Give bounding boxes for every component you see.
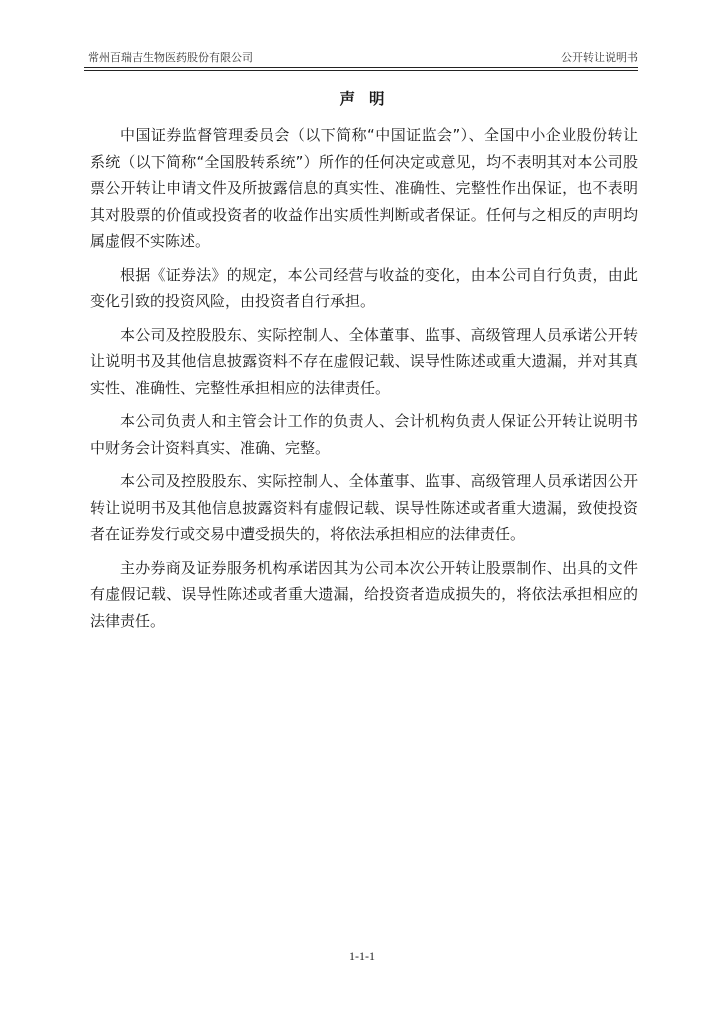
statement-body [90,122,638,641]
header-divider-thick [84,67,638,68]
header-document-type: 公开转让说明书 [561,51,638,64]
paragraph-management-commitment: 本公司及控股股东、实际控制人、全体董事、监事、高级管理人员承诺公开转让说明书及其他信息披露资料不存在虚假记载、误导性陈述或重大遗漏，并对其真实性、准确性、完整性承担相应的法律责任。 [90,325,638,397]
page-title: 声明 [339,90,399,108]
paragraph-securities-law: 根据《证券法》的规定，本公司经营与收益的变化，由本公司自行负责，由此变化引致的投资风险，由投资者自行承担。 [90,265,638,310]
header-divider-thin [84,70,638,71]
paragraph-broker-commitment: 主办券商及证券服务机构承诺因其为公司本次公开转让股票制作、出具的文件有虚假记载、误导性陈述或者重大遗漏，给投资者造成损失的，将依法承担相应的法律责任。 [90,558,638,630]
page-header [84,50,638,68]
paragraph-liability-commitment: 本公司及控股股东、实际控制人、全体董事、监事、高级管理人员承诺因公开转让说明书及其他信息披露资料有虚假记载、误导性陈述或者重大遗漏，致使投资者在证券发行或交易中遭受损失的，将依法承担相应的法律责任。 [90,472,638,543]
paragraph-csrc-disclaimer: 中国证券监督管理委员会（以下简称“中国证监会”）、全国中小企业股份转让系统（以下简称“全国股转系统”）所作的任何决定或意见，均不表明其对本公司股票公开转让申请文件及所披露信息的真实性、准确性、完整性作出保证，也不表明其对股票的价值或投资者的收益作出实质性判断或者保证。任何与之相反的声明均属虚假不实陈述。 [90,126,638,250]
header-company-name: 常州百瑞吉生物医药股份有限公司 [88,51,253,64]
paragraph-financial-guarantee: 本公司负责人和主管会计工作的负责人、会计机构负责人保证公开转让说明书中财务会计资料真实、准确、完整。 [90,412,638,457]
page-number: 1-1-1 [349,949,375,963]
